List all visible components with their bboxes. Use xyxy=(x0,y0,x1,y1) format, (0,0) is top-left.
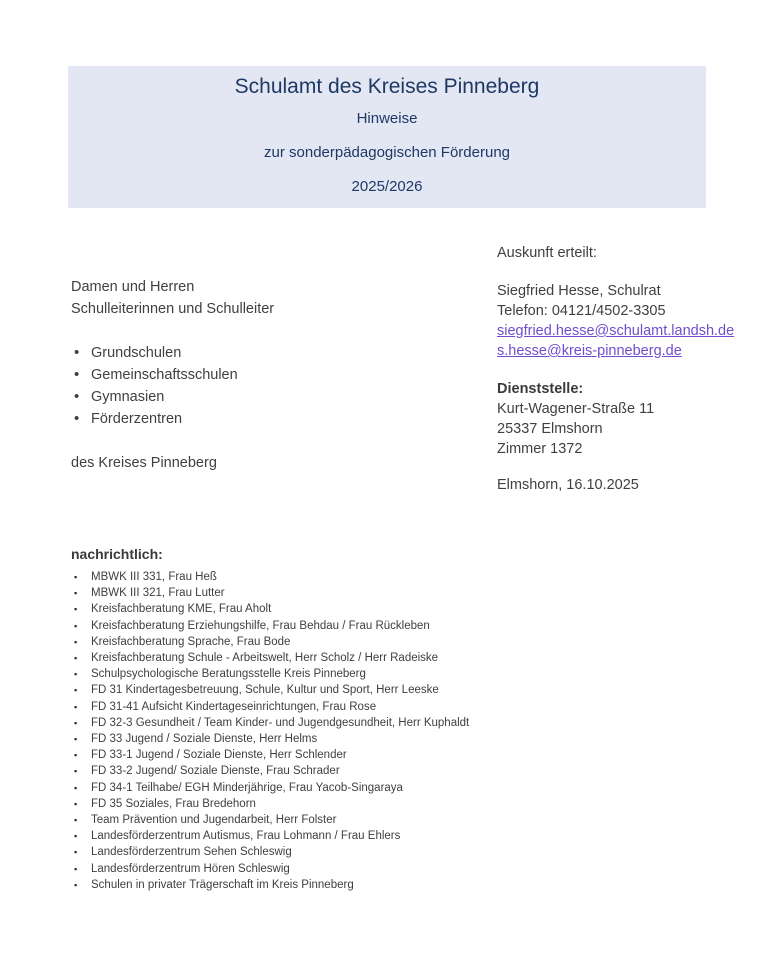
email-line-1 xyxy=(497,321,747,341)
list-item: ▪ Kreisfachberatung Schule - Arbeitswelt, Herr Scholz / Herr Radeiske xyxy=(71,650,691,666)
office-label: Dienststelle: xyxy=(497,381,584,397)
list-item: ▪ MBWK III 321, Frau Lutter xyxy=(71,585,691,601)
list-item: ▪ Landesförderzentrum Hören Schleswig xyxy=(71,861,691,877)
list-item: ▪ Team Prävention und Jugendarbeit, Herr Folster xyxy=(71,812,691,828)
list-item: ▪ FD 31 Kindertagesbetreuung, Schule, Kultur und Sport, Herr Leeske xyxy=(71,682,691,698)
list-item: ▪ Landesförderzentrum Autismus, Frau Lohmann / Frau Ehlers xyxy=(71,828,691,844)
list-item: ▪ Kreisfachberatung KME, Frau Aholt xyxy=(71,601,691,617)
date-line: Elmshorn, 16.10.2025 xyxy=(497,477,639,493)
list-item: • Gymnasien xyxy=(71,386,431,408)
cc-heading: nachrichtlich: xyxy=(71,546,163,562)
list-item: ▪ FD 31-41 Aufsicht Kindertageseinrichtungen, Frau Rose xyxy=(71,699,691,715)
contact-block xyxy=(497,243,747,495)
list-item: ▪ Schulpsychologische Beratungsstelle Kreis Pinneberg xyxy=(71,666,691,682)
recipient-closing: des Kreises Pinneberg xyxy=(71,455,217,471)
doc-subtitle-schuljahr: 2025/2026 xyxy=(351,178,423,195)
doc-subtitle-foerderung: zur sonderpädagogischen Förderung xyxy=(264,144,510,161)
list-item: ▪ Kreisfachberatung Sprache, Frau Bode xyxy=(71,634,691,650)
email-link-kreis[interactable]: s.hesse@kreis-pinneberg.de xyxy=(497,343,682,359)
list-item: ▪ FD 34-1 Teilhabe/ EGH Minderjährige, Frau Yacob-Singaraya xyxy=(71,780,691,796)
list-item: ▪ Landesförderzentrum Sehen Schleswig xyxy=(71,844,691,860)
recipient-line-1: Damen und Herren xyxy=(71,279,195,295)
list-item: ▪ Kreisfachberatung Erziehungshilfe, Frau Behdau / Frau Rückleben xyxy=(71,618,691,634)
contact-heading: Auskunft erteilt: xyxy=(497,245,597,261)
list-item: • Grundschulen xyxy=(71,342,431,364)
email-link-schulamt[interactable]: siegfried.hesse@schulamt.landsh.de xyxy=(497,323,735,339)
office-street: Kurt-Wagener-Straße 11 xyxy=(497,401,655,417)
list-item: ▪ FD 33 Jugend / Soziale Dienste, Herr Helms xyxy=(71,731,691,747)
recipient-line-2: Schulleiterinnen und Schulleiter xyxy=(71,301,275,317)
office-room: Zimmer 1372 xyxy=(497,441,583,457)
list-item: ▪ FD 35 Soziales, Frau Bredehorn xyxy=(71,796,691,812)
list-item: ▪ FD 32-3 Gesundheit / Team Kinder- und Jugendgesundheit, Herr Kuphaldt xyxy=(71,715,691,731)
cc-list xyxy=(71,569,691,893)
office-city: 25337 Elmshorn xyxy=(497,421,603,437)
list-item: ▪ Schulen in privater Trägerschaft im Kreis Pinneberg xyxy=(71,877,691,893)
cc-block xyxy=(71,545,691,893)
doc-subtitle-hinweise: Hinweise xyxy=(356,110,418,127)
list-item: ▪ MBWK III 331, Frau Heß xyxy=(71,569,691,585)
doc-title: Schulamt des Kreises Pinneberg xyxy=(234,75,540,98)
recipient-block xyxy=(71,276,431,474)
list-item: • Gemeinschaftsschulen xyxy=(71,364,431,386)
list-item: ▪ FD 33-1 Jugend / Soziale Dienste, Herr Schlender xyxy=(71,747,691,763)
school-type-list xyxy=(71,342,431,430)
list-item: ▪ FD 33-2 Jugend/ Soziale Dienste, Frau Schrader xyxy=(71,763,691,779)
contact-phone: Telefon: 04121/4502-3305 xyxy=(497,303,666,319)
email-line-2 xyxy=(497,341,747,361)
list-item: • Förderzentren xyxy=(71,408,431,430)
contact-name: Siegfried Hesse, Schulrat xyxy=(497,283,661,299)
header-banner xyxy=(68,66,706,208)
